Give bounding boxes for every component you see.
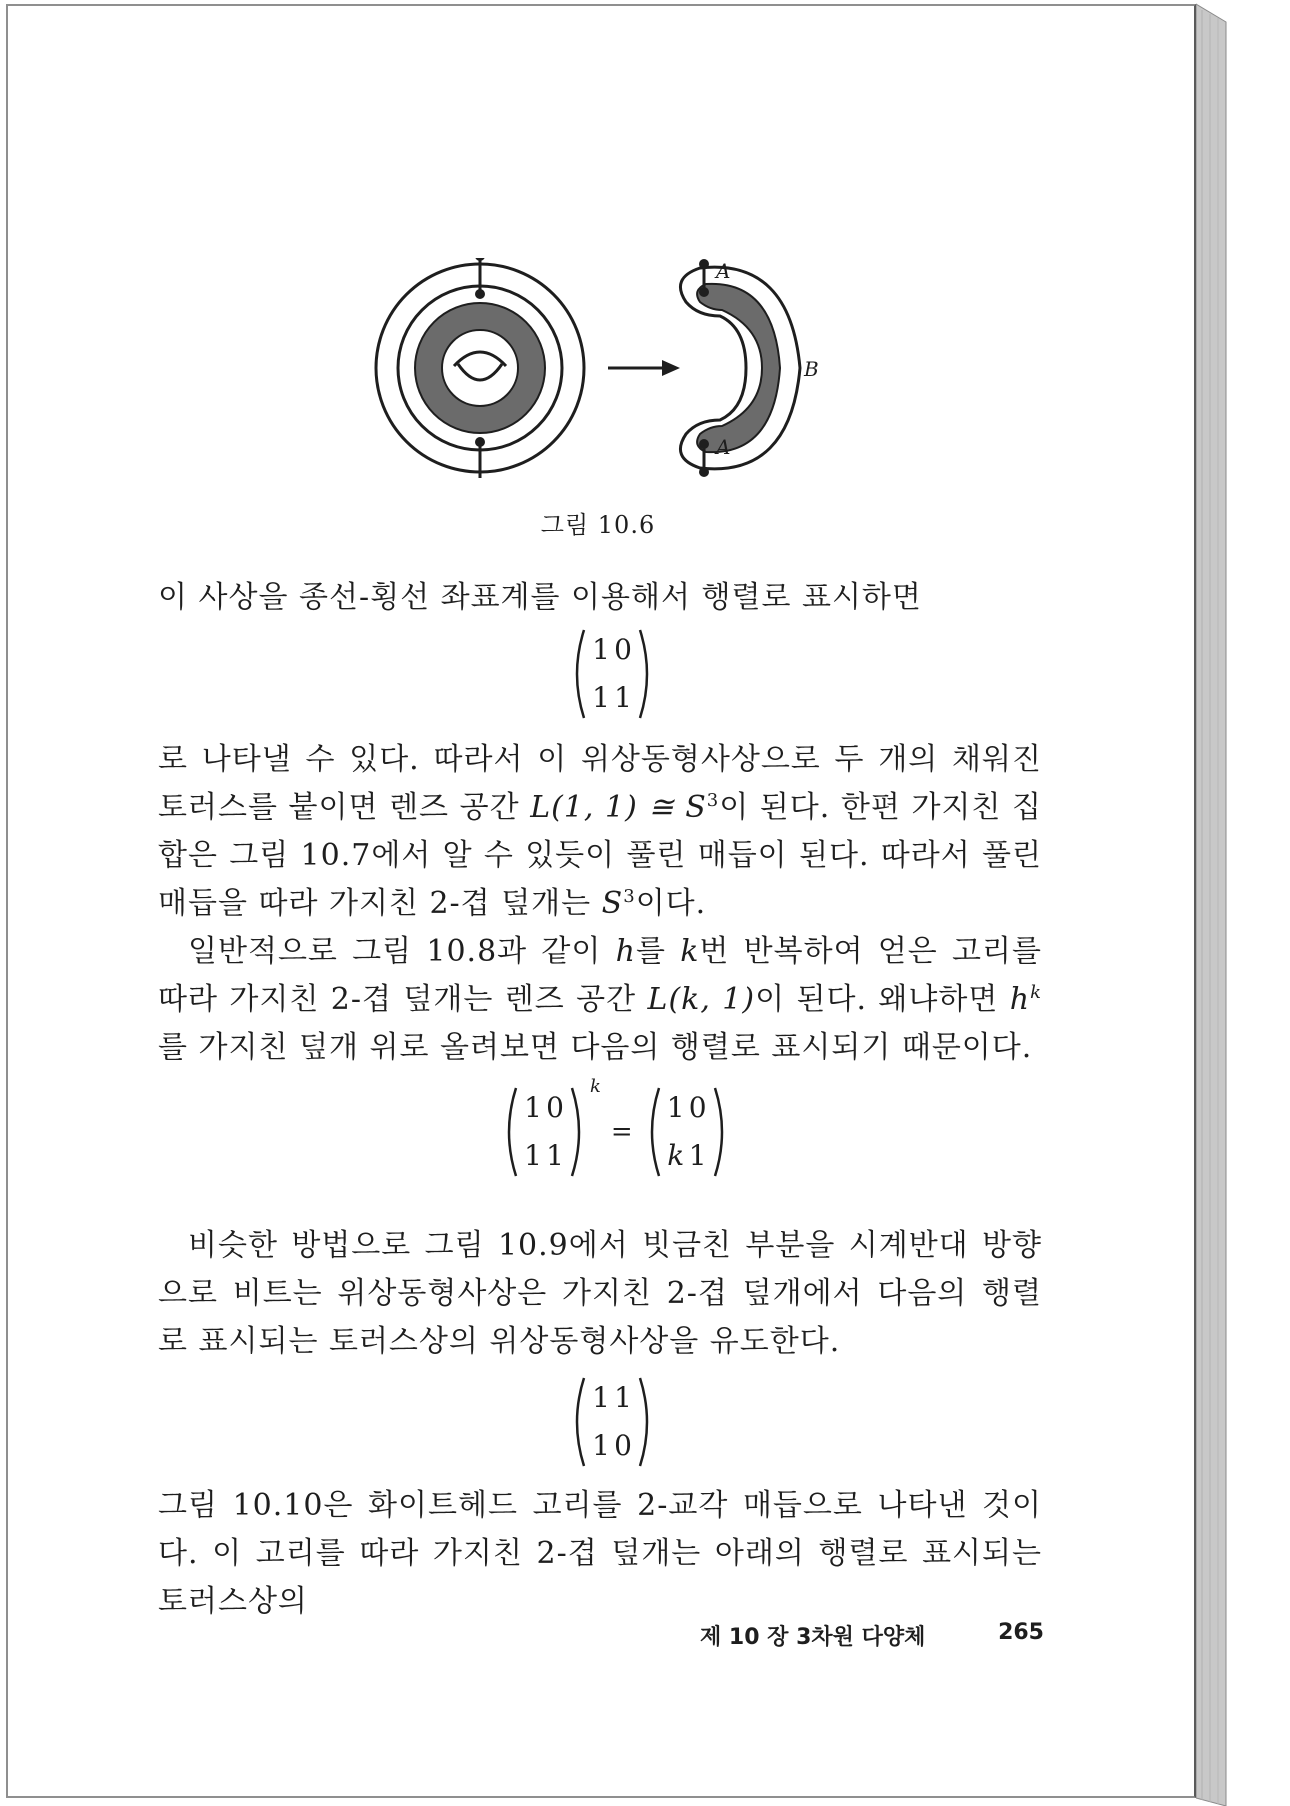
left-paren-icon — [643, 1086, 661, 1178]
math-h: h — [1009, 982, 1031, 1017]
superscript: k — [1030, 982, 1042, 1003]
math-k: k — [680, 934, 700, 969]
paragraph-4-text: 비슷한 방법으로 그림 10.9에서 빗금친 부분을 시계반대 방향으로 비트는 위상동형사상은 가지친 2-겹 덮개에서 다음의 행렬로 표시되는 토러스상의 위상동형사상을 유도한다. — [158, 1228, 1042, 1359]
paragraph-3-text-e: 를 가지친 덮개 위로 올려보면 다음의 행렬로 표시되기 때문이다. — [158, 1030, 1033, 1065]
left-paren-icon — [500, 1086, 518, 1178]
matrix-cell: 1 — [688, 1139, 707, 1172]
right-paren-icon — [638, 628, 656, 720]
matrix-cell: 1 — [614, 681, 632, 714]
page-footer — [700, 1620, 1044, 1651]
matrix-cell: 1 — [546, 1139, 564, 1172]
paragraph-2-text-b: 이 된다. 한편 가지친 집합은 그림 10.7에서 알 수 있듯이 풀린 매듭이 된다. 따라서 풀린 매듭을 따라 가지친 2-겹 덮개는 — [158, 790, 1042, 921]
matrix-equation — [500, 1076, 731, 1178]
matrix-cell: 0 — [546, 1091, 564, 1124]
matrix-cell: 1 — [592, 681, 610, 714]
right-paren-icon — [713, 1086, 731, 1178]
page-edge-stack — [1196, 0, 1240, 1806]
right-crescent-diagram — [680, 259, 800, 477]
right-paren-icon — [638, 1376, 656, 1468]
matrix-cell: 1 — [592, 1381, 610, 1414]
matrix-3 — [568, 1376, 656, 1468]
paragraph-2-text-a: 로 나타낼 수 있다. 따라서 이 위상동형사상으로 두 개의 채워진 토러스를 붙이면 렌즈 공간 — [158, 742, 1042, 825]
matrix-cell: k — [667, 1139, 685, 1172]
right-paren-icon — [570, 1086, 588, 1178]
page-number: 265 — [998, 1620, 1044, 1645]
label-a-top: A — [716, 259, 731, 283]
paragraph-5-text: 그림 10.10은 화이트헤드 고리를 2-교각 매듭으로 나타낸 것이다. 이 고리를 따라 가지친 2-겹 덮개는 아래의 행렬로 표시되는 토러스상의 — [158, 1488, 1042, 1619]
paragraph-2 — [158, 736, 1042, 928]
matrix-cell: 1 — [614, 1381, 632, 1414]
label-a-bottom: A — [716, 435, 731, 459]
paragraph-1-text: 이 사상을 종선-횡선 좌표계를 이용해서 행렬로 표시하면 — [158, 580, 922, 615]
paragraph-3-text-c: 번 반복하여 얻은 고리를 따라 가지친 2-겹 덮개는 렌즈 공간 — [158, 934, 1042, 1017]
matrix-cell: 0 — [688, 1091, 707, 1124]
arrow-icon — [608, 360, 680, 376]
paragraph-3-text-a: 일반적으로 그림 10.8과 같이 — [188, 934, 616, 969]
matrix-cell: 0 — [614, 1429, 632, 1462]
paragraph-3-text-b: 를 — [635, 934, 681, 969]
matrix-cell: 1 — [524, 1091, 542, 1124]
equals-sign: = — [610, 1117, 633, 1147]
sphere-math: S — [601, 886, 624, 921]
superscript: 3 — [623, 886, 636, 907]
lens-space-math: L(k, 1) — [647, 982, 756, 1017]
left-paren-icon — [568, 628, 586, 720]
matrix-cell: 1 — [666, 1091, 685, 1124]
matrix-cell: 1 — [524, 1139, 542, 1172]
figure-caption: 그림 10.6 — [540, 511, 656, 539]
paragraph-2-text-c: 이다. — [635, 886, 707, 921]
left-torus-diagram — [376, 258, 584, 478]
matrix-cell: 1 — [592, 1429, 610, 1462]
paragraph-3-text-d: 이 된다. 왜냐하면 — [755, 982, 1010, 1017]
figure-10-6 — [370, 258, 840, 478]
paragraph-5 — [158, 1482, 1042, 1626]
matrix-1 — [568, 628, 656, 720]
label-b: B — [804, 357, 819, 381]
paragraph-4 — [158, 1222, 1042, 1366]
superscript: 3 — [706, 790, 720, 811]
matrix-cell: 1 — [592, 633, 610, 666]
matrix-exponent: k — [590, 1076, 601, 1097]
paragraph-1 — [158, 574, 1042, 622]
chapter-title: 제 10 장 3차원 다양체 — [700, 1625, 926, 1650]
lens-space-math: L(1, 1) ≅ S — [530, 790, 707, 825]
left-paren-icon — [568, 1376, 586, 1468]
paragraph-3 — [158, 928, 1042, 1072]
matrix-cell: 0 — [614, 633, 632, 666]
math-h: h — [615, 934, 636, 969]
